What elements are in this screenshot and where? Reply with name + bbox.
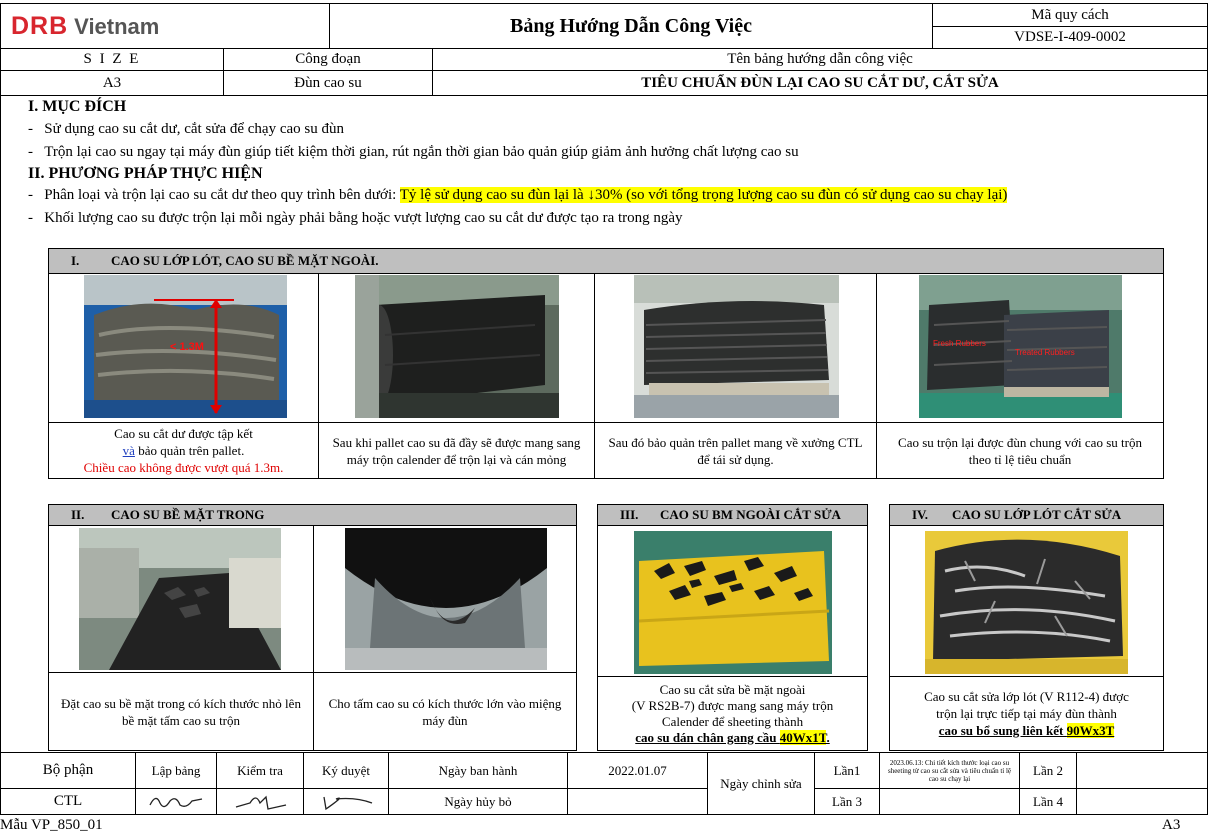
treated-rubber-label: Treated Rubbers [1015,348,1075,357]
code-value: VDSE-I-409-0002 [932,26,1208,49]
purpose-item-2: - Trộn lại cao su ngay tại máy đùn giúp tiết kiệm thời gian, rút ngắn thời gian bảo quản giúp giảm ảnh hưởng chất lượng cao su [28,144,799,160]
page-title: Bảng Hướng Dẫn Công Việc [329,3,933,49]
fresh-rubber-label: Fresh Rubbers [933,339,986,348]
panel2-caption-1: Đặt cao su bề mặt trong có kích thước nhỏ lên bề mặt tấm cao su trộn [48,672,314,751]
panel1-header: I. CAO SU LỚP LÓT, CAO SU BỀ MẶT NGOÀI. [48,248,1164,274]
checked-label: Kiểm tra [216,752,304,789]
method-heading: II. PHƯƠNG PHÁP THỰC HIỆN [28,165,263,182]
height-limit-label: < 1.3M [170,341,204,353]
issue-date-value: 2022.01.07 [567,752,708,789]
form-code: Mẫu VP_850_01 [0,817,103,833]
panel4-caption: Cao su cắt sửa lớp lót (V R112-4) được trộn lại trực tiếp tại máy đùn thành cao su bổ sung liên kết 90Wx3T [889,676,1164,751]
pallet-photo [84,275,287,418]
outer-trim-photo [634,531,832,674]
panel1-caption-4: Cao su trộn lại được đùn chung với cao su trộn theo tỉ lệ tiêu chuẩn [876,422,1164,479]
prepared-signature [135,788,217,815]
panel4-header: IV. CAO SU LỚP LÓT CẮT SỬA [889,504,1164,526]
panel1-caption-2: Sau khi pallet cao su đã đầy sẽ được mang sang máy trộn calender để trộn lại và cán mỏng [318,422,595,479]
logo-country: Vietnam [74,13,160,39]
calender-photo [355,275,559,418]
code-label: Mã quy cách [932,3,1208,27]
revision-1-label: Lần1 [814,752,880,789]
logo [0,3,330,49]
method-item-2: - Khối lượng cao su được trộn lại mỗi ngày phải bằng hoặc vượt lượng cao su cắt dư được tạo ra trong ngày [28,210,683,226]
height-warning: Chiều cao không được vượt quá 1.3m. [83,460,284,475]
ratio-highlight: Tỷ lệ sử dụng cao su đùn lại là ↓30% (so với tổng trọng lượng cao su đùn có sử dụng cao su chạy lại) [399,187,1008,203]
revision-label: Ngày chỉnh sửa [707,752,815,815]
name-label: Tên bảng hướng dẫn công việc [432,48,1208,71]
approved-label: Ký duyệt [303,752,389,789]
stacked-sheets-photo [634,275,839,418]
stage-value: Đùn cao su [223,70,433,96]
revision-4-note [1076,788,1208,815]
panel2-header: II. CAO SU BỀ MẶT TRONG [48,504,577,526]
panel3-header: III. CAO SU BM NGOÀI CẮT SỬA [597,504,868,526]
cancel-date-label: Ngày hủy bỏ [388,788,568,815]
liner-trim-photo [925,531,1128,674]
name-value: TIÊU CHUẨN ĐÙN LẠI CAO SU CẮT DƯ, CẮT SỬA [432,70,1208,96]
revision-1-note: 2023.06.13: Chi tiết kích thước loại cao su sheeting từ cao su cắt sửa và tiêu chuẩn tỉ lệ cao su chạy lại [879,752,1020,789]
revision-3-label: Lần 3 [814,788,880,815]
paper-size: A3 [1162,817,1181,833]
size-value: A3 [0,70,224,96]
checked-signature [216,788,304,815]
revision-2-label: Lần 2 [1019,752,1077,789]
cancel-date-value [567,788,708,815]
revision-2-note [1076,752,1208,789]
issue-date-label: Ngày ban hành [388,752,568,789]
size-90wx3t: 90Wx3T [1066,723,1115,738]
size-40wx1t: 40Wx1T [779,729,827,745]
dept-label: Bộ phận [0,752,136,789]
mixed-rubber-photo [919,275,1122,418]
purpose-heading: I. MỤC ĐÍCH [28,98,127,115]
approved-signature [303,788,389,815]
size-label: S I Z E [0,48,224,71]
dept-value: CTL [0,788,136,815]
stage-label: Công đoạn [223,48,433,71]
revision-3-note [879,788,1020,815]
prepared-label: Lập bảng [135,752,217,789]
revision-4-label: Lần 4 [1019,788,1077,815]
inner-surface-photo [79,528,281,670]
method-item-1: - Phân loại và trộn lại cao su cắt dư theo quy trình bên dưới: Tỷ lệ sử dụng cao su đùn lại là ↓30% (so với tổng trọng lượng cao su đùn có sử dụng cao su chạy lại) [28,187,1008,203]
extruder-mouth-photo [345,528,547,670]
purpose-item-1: - Sử dụng cao su cắt dư, cắt sửa để chạy cao su đùn [28,121,344,137]
panel3-caption: Cao su cắt sửa bề mặt ngoài (V RS2B-7) được mang sang máy trộn Calender để sheeting thành cao su dán chân gang cầu 40Wx1T. [597,676,868,751]
panel1-caption-3: Sau đó bảo quản trên pallet mang về xưởng CTL để tái sử dụng. [594,422,877,479]
logo-brand: DRB [11,11,69,40]
panel1-caption-1: Cao su cắt dư được tập kết và bảo quản trên pallet. Chiều cao không được vượt quá 1.3m. [48,422,319,479]
panel2-caption-2: Cho tấm cao su có kích thước lớn vào miệng máy đùn [313,672,577,751]
